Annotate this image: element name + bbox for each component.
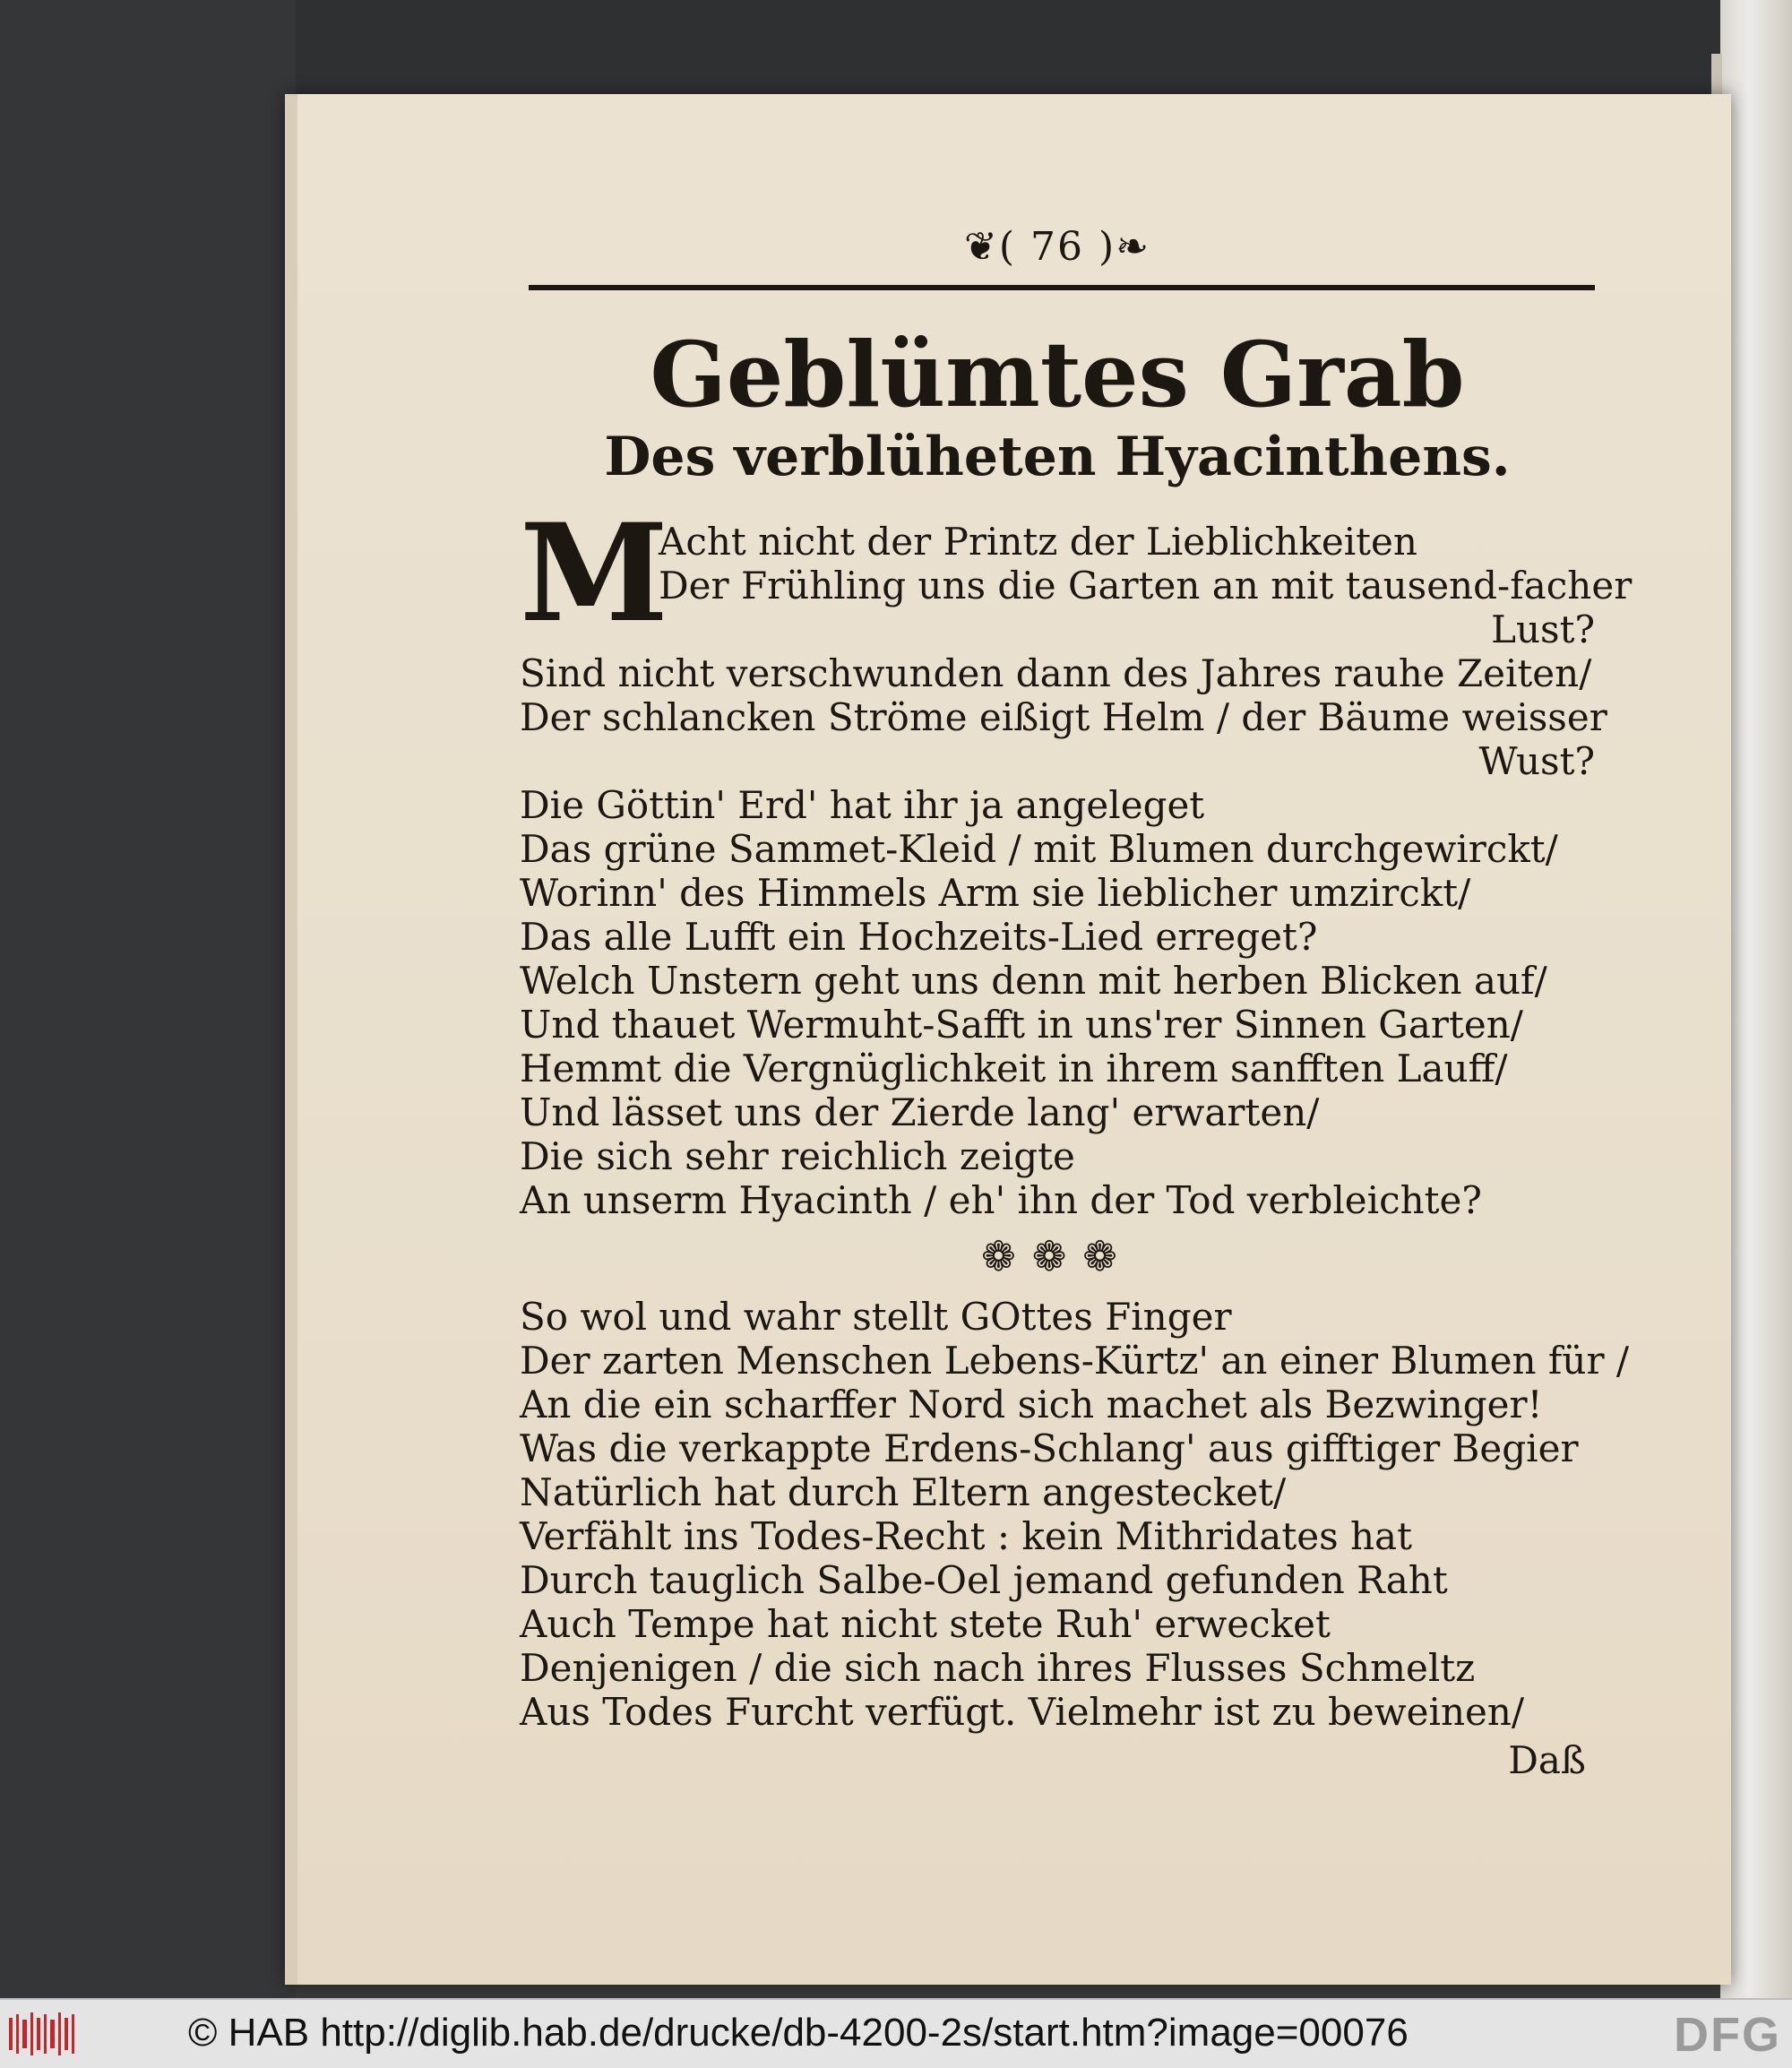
verse-line: Und thauet Wermuht-Safft in uns'rer Sinnen Garten/ [520,1003,1523,1047]
stanza-2 [520,1295,1630,1734]
verse-line: Der zarten Menschen Lebens-Kürtz' an einer Blumen für / [520,1339,1630,1383]
verse-line: Das grüne Sammet-Kleid / mit Blumen durchgewirckt/ [520,827,1558,871]
poem-title: Geblümtes Grab [650,322,1465,427]
verse-line: Natürlich hat durch Eltern angestecket/ [520,1470,1287,1514]
verse-line: Durch tauglich Salbe-Oel jemand gefunden Raht [520,1558,1448,1602]
verse-line: Denjenigen / die sich nach ihres Flusses Schmeltz [520,1646,1476,1690]
stanza-1 [520,520,1633,1222]
poem-subtitle: Des verblüheten Hyacinthens. [604,426,1511,488]
header-rule [529,285,1595,290]
verse-line: Der Frühling uns die Garten an mit tausend-facher [659,564,1633,607]
scan-background-right [1720,0,1792,1998]
viewer-footer [0,1998,1792,2068]
verse-line: An unserm Hyacinth / eh' ihn der Tod verbleichte? [520,1178,1482,1222]
catchword: Daß [1508,1738,1586,1782]
verse-line: Verfählt ins Todes-Recht : kein Mithridates hat [520,1514,1412,1558]
page-number: ❦( 76 )❧ [963,224,1151,270]
fleuron-left-icon: ❦ [963,224,999,270]
verse-line: So wol und wahr stellt GOttes Finger [520,1295,1232,1339]
source-url-link[interactable]: © HAB http://diglib.hab.de/drucke/db-4200-2s/start.htm?image=00076 [188,2011,1409,2055]
hab-barcode-logo-icon [7,2011,77,2057]
verse-line: An die ein scharffer Nord sich machet als Bezwinger! [520,1383,1543,1426]
verse-line-runover: Wust? [1478,739,1595,783]
verse-line: Welch Unstern geht uns denn mit herben Blicken auf/ [520,959,1547,1003]
verse-line: Hemmt die Vergnüglichkeit in ihrem sanfften Lauff/ [520,1047,1508,1090]
verse-line: Das alle Lufft ein Hochzeits-Lied erreget? [520,915,1318,959]
verse-line: Die sich sehr reichlich zeigte [520,1134,1075,1178]
fleuron-right-icon: ❧ [1116,224,1151,270]
verse-line: Was die verkappte Erdens-Schlang' aus gifftiger Begier [520,1426,1579,1470]
verse-line: Worinn' des Himmels Arm sie lieblicher umzirckt/ [520,871,1471,915]
verse-line: Und lässet uns der Zierde lang' erwarten/ [520,1090,1320,1134]
verse-line: Der schlancken Ströme eißigt Helm / der Bäume weisser [520,695,1607,739]
verse-line-runover: Lust? [1491,607,1595,651]
drop-cap: M [520,495,669,652]
verse-line: Aus Todes Furcht verfügt. Vielmehr ist zu beweinen/ [520,1690,1525,1734]
scan-background-left [0,0,296,1998]
verse-line: Die Göttin' Erd' hat ihr ja angeleget [520,783,1205,827]
verse-line: Auch Tempe hat nicht stete Ruh' erwecket [520,1602,1331,1646]
dfg-logo: DFG [1674,2008,1781,2062]
flower-ornament-icon: ❁❁❁ [981,1232,1133,1280]
verse-line: Sind nicht verschwunden dann des Jahres rauhe Zeiten/ [520,651,1592,695]
verse-line: Acht nicht der Printz der Lieblichkeiten [659,520,1417,564]
